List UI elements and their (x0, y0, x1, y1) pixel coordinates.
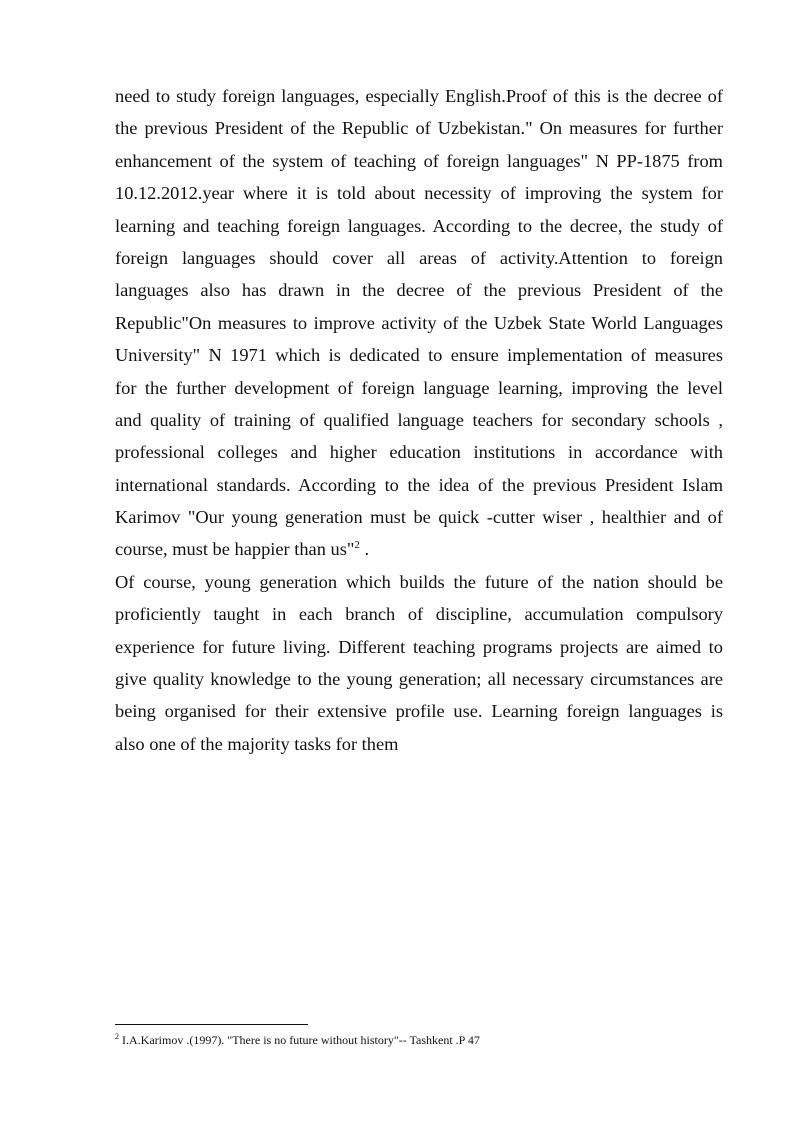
text-line-last (115, 533, 723, 565)
footnote-text: I.A.Karimov .(1997). "There is no future without history"-- Tashkent .P 47 (119, 1033, 480, 1047)
footnote-reference[interactable]: 2 (354, 539, 360, 552)
text-line: professional colleges and higher education institutions in accordance with (115, 442, 723, 463)
text-line: and quality of training of qualified language teachers for secondary schools , (115, 409, 723, 430)
text-line: for the further development of foreign language learning, improving the level (115, 377, 723, 398)
footnote-separator (115, 1024, 308, 1025)
text-line: foreign languages should cover all areas of activity.Attention to foreign (115, 247, 723, 268)
body-text (115, 80, 723, 760)
text-line: Republic"On measures to improve activity of the Uzbek State World Languages (115, 312, 723, 333)
text-line: proficiently taught in each branch of discipline, accumulation compulsory (115, 604, 723, 625)
text-line: 10.12.2012.year where it is told about necessity of improving the system for (115, 183, 723, 204)
text-line: international standards. According to the idea of the previous President Islam (115, 474, 723, 495)
text-line: learning and teaching foreign languages. According to the decree, the study of (115, 215, 723, 236)
text-line-last: also one of the majority tasks for them (115, 733, 399, 754)
text-line: languages also has drawn in the decree of the previous President of the (115, 280, 723, 301)
text-line: University" N 1971 which is dedicated to ensure implementation of measures (115, 345, 723, 366)
text-line: enhancement of the system of teaching of foreign languages" N PP-1875 from (115, 150, 723, 171)
text-line: need to study foreign languages, especially English.Proof of this is the decree of (115, 86, 723, 106)
quote-end-text: course, must be happier than us" (115, 539, 355, 560)
text-line: the previous President of the Republic of Uzbekistan." On measures for further (115, 118, 723, 139)
text-line: Karimov "Our young generation must be quick -cutter wiser , healthier and of (115, 507, 723, 528)
text-line: give quality knowledge to the young generation; all necessary circumstances are (115, 669, 723, 690)
footnote-number: 2 (115, 1032, 119, 1041)
text-line: experience for future living. Different teaching programs projects are aimed to (115, 636, 723, 657)
text-line: Of course, young generation which builds the future of the nation should be (115, 571, 723, 592)
text-line: being organised for their extensive profile use. Learning foreign languages is (115, 701, 723, 722)
footnote (115, 1032, 723, 1048)
sentence-end: . (359, 539, 370, 560)
